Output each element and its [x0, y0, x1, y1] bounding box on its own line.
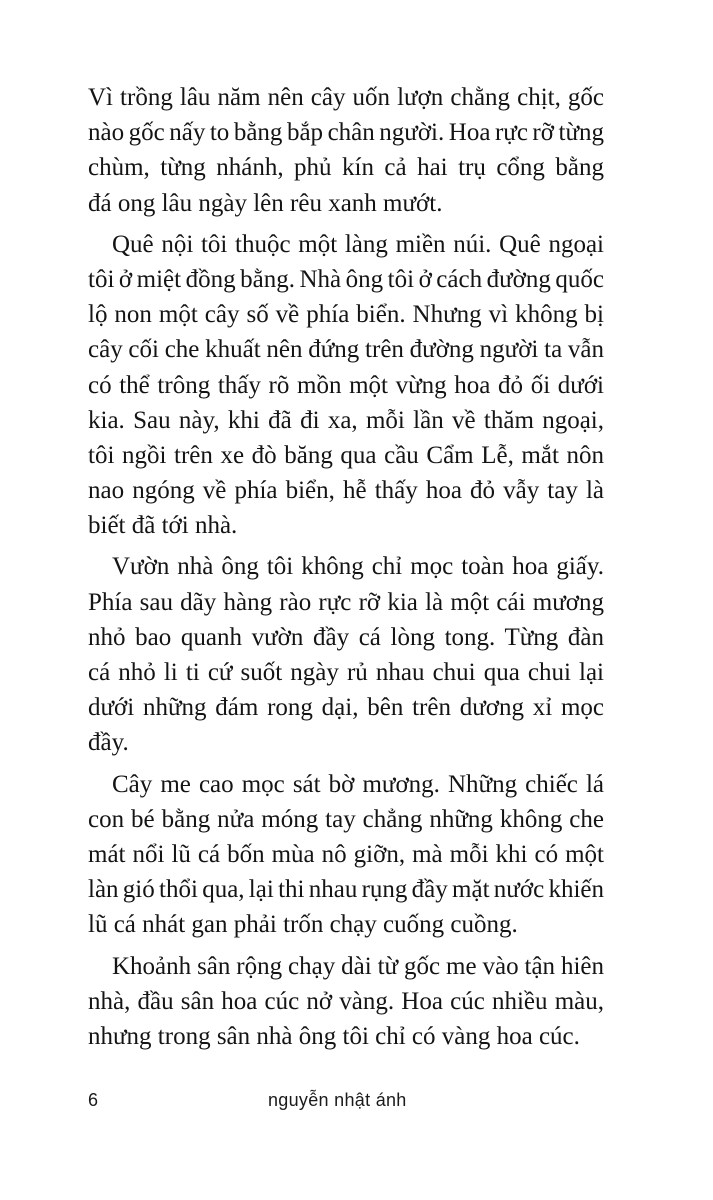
page-number: 6	[88, 1090, 99, 1110]
text-line: Quê nội tôi thuộc một làng miền núi. Quê ngoại	[112, 230, 604, 258]
text-line: Khoảnh sân rộng chạy dài từ gốc me vào tận hiên	[112, 952, 604, 980]
paragraph	[88, 80, 604, 221]
paragraph	[88, 949, 604, 1055]
text-line: cây cối che khuất nên đứng trên đường người ta vẫn	[88, 336, 604, 364]
text-line: Cây me cao mọc sát bờ mương. Những chiếc lá	[112, 770, 604, 798]
paragraph	[88, 227, 604, 544]
text-line: lộ non một cây số về phía biển. Nhưng vì không bị	[88, 301, 604, 329]
text-line: nhà, đầu sân hoa cúc nở vàng. Hoa cúc nhiều màu,	[88, 987, 604, 1015]
text-line: nhỏ bao quanh vườn đầy cá lòng tong. Từng đàn	[88, 623, 604, 651]
text-line: Phía sau dãy hàng rào rực rỡ kia là một cái mương	[88, 588, 604, 616]
text-line: Vì trồng lâu năm nên cây uốn lượn chằng chịt, gốc	[88, 84, 604, 111]
text-line: cá nhỏ li ti cứ suốt ngày rủ nhau chui qua chui lại	[88, 659, 604, 686]
text-line: mát nổi lũ cá bốn mùa nô giỡn, mà mỗi khi có một	[88, 840, 604, 868]
text-line: nào gốc nấy to bằng bắp chân người. Hoa rực rỡ từng	[88, 119, 604, 147]
text-line: đầy.	[88, 729, 129, 757]
text-line: Vườn nhà ông tôi không chỉ mọc toàn hoa giấy.	[112, 553, 604, 581]
author-name: nguyễn nhật ánh	[268, 1090, 407, 1110]
text-line: chùm, từng nhánh, phủ kín cả hai trụ cổng bằng	[88, 154, 604, 182]
text-line: kia. Sau này, khi đã đi xa, mỗi lần về thăm ngoại,	[88, 406, 604, 434]
text-line: có thể trông thấy rõ mồn một vừng hoa đỏ ối dưới	[88, 371, 604, 399]
text-line: biết đã tới nhà.	[88, 512, 238, 540]
page-footer	[88, 1090, 604, 1114]
text-line: đá ong lâu ngày lên rêu xanh mướt.	[88, 189, 443, 217]
text-line: tôi ở miệt đồng bằng. Nhà ông tôi ở cách đường quốc	[88, 265, 604, 293]
text-line: lũ cá nhát gan phải trốn chạy cuống cuồng.	[88, 911, 518, 939]
body-text	[88, 80, 604, 1060]
text-line: dưới những đám rong dại, bên trên dương xỉ mọc	[88, 694, 604, 722]
text-line: con bé bằng nửa móng tay chẳng những không che	[88, 805, 604, 833]
text-line: tôi ngồi trên xe đò băng qua cầu Cẩm Lễ, mắt nôn	[88, 441, 604, 469]
text-line: làn gió thổi qua, lại thi nhau rụng đầy mặt nước khiến	[88, 876, 604, 904]
paragraph	[88, 767, 604, 943]
paragraph	[88, 549, 604, 760]
text-line: nao ngóng về phía biển, hễ thấy hoa đỏ vẫy tay là	[88, 477, 604, 505]
text-line: nhưng trong sân nhà ông tôi chỉ có vàng hoa cúc.	[88, 1022, 580, 1050]
